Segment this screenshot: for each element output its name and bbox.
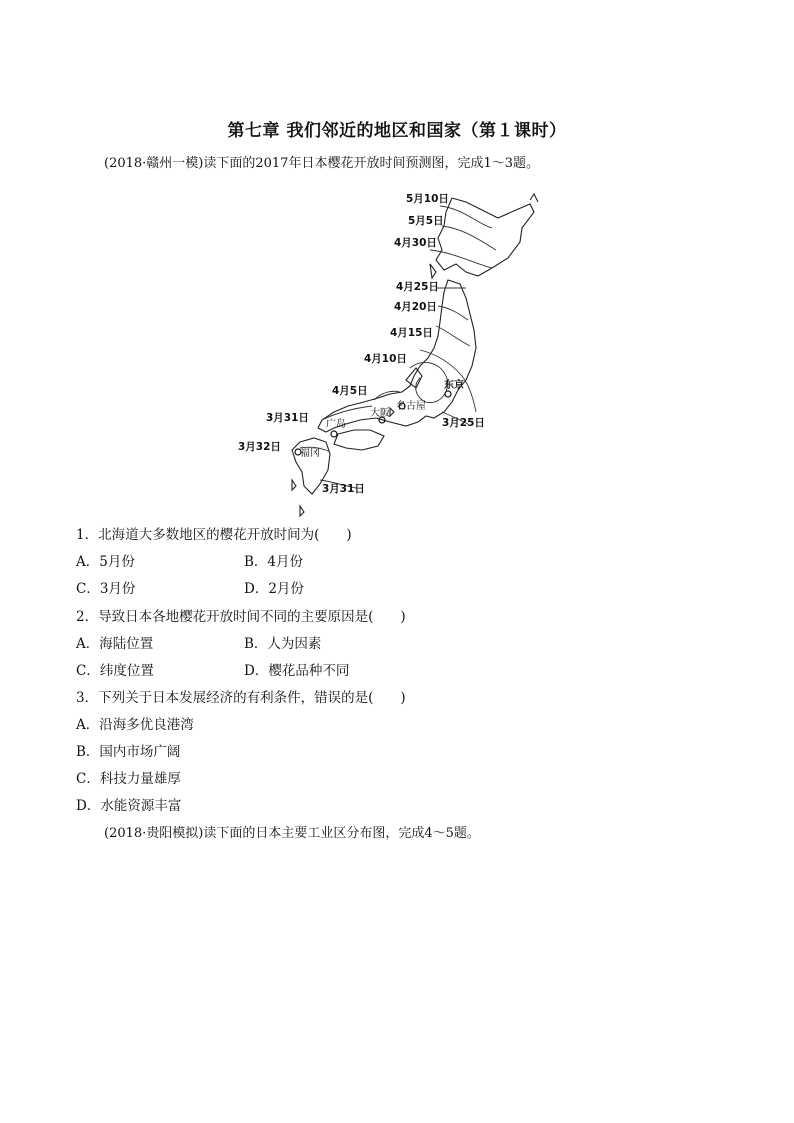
city-label-fukuoka: 福冈 — [300, 448, 320, 459]
isoline-label: 5月5日 — [408, 215, 444, 227]
isoline-label: 4月30日 — [394, 237, 437, 249]
city-label-osaka: 大阪 — [370, 408, 390, 419]
q1-option-a[interactable]: A．5月份 — [76, 554, 135, 570]
isoline-label: 4月15日 — [390, 327, 433, 339]
question-2: 2．导致日本各地樱花开放时间不同的主要原因是( ) — [76, 609, 406, 625]
q1-option-d[interactable]: D．2月份 — [244, 581, 304, 597]
isoline-label: 3月25日 — [442, 417, 485, 429]
q1-option-c[interactable]: C．3月份 — [76, 581, 136, 597]
page-title: 第七章 我们邻近的地区和国家（第１课时） — [227, 121, 567, 141]
city-label-tokyo: 东京 — [444, 380, 464, 391]
q2-option-d[interactable]: D．樱花品种不同 — [244, 663, 350, 679]
intro-text-1: (2018·赣州一模)读下面的2017年日本樱花开放时间预测图，完成1～3题。 — [104, 156, 539, 171]
isoline-label: 5月10日 — [406, 193, 449, 205]
isoline-label: 4月5日 — [332, 385, 368, 397]
isoline-label: 4月20日 — [394, 301, 437, 313]
map-svg — [230, 180, 590, 520]
question-1: 1．北海道大多数地区的樱花开放时间为( ) — [76, 527, 352, 543]
japan-cherry-blossom-map — [230, 180, 590, 520]
isoline-label: 3月31日 — [322, 483, 365, 495]
shikoku-coast — [334, 430, 384, 450]
isoline-label: 3月31日 — [266, 412, 309, 424]
q2-option-c[interactable]: C．纬度位置 — [76, 663, 154, 679]
city-label-nagoya: 名古屋 — [396, 401, 426, 412]
q3-option-d[interactable]: D．水能资源丰富 — [76, 798, 182, 814]
q3-option-b[interactable]: B．国内市场广阔 — [76, 744, 181, 760]
q1-option-b[interactable]: B．4月份 — [244, 554, 304, 570]
isoline-label: 3月32日 — [238, 441, 281, 453]
q3-option-a[interactable]: A．沿海多优良港湾 — [76, 717, 194, 733]
question-3: 3．下列关于日本发展经济的有利条件，错误的是( ) — [76, 690, 406, 706]
city-marker-icon — [445, 391, 451, 397]
q2-option-b[interactable]: B．人为因素 — [244, 636, 322, 652]
hokkaido-coast — [436, 198, 534, 276]
q2-option-a[interactable]: A．海陆位置 — [76, 636, 154, 652]
q3-option-c[interactable]: C．科技力量雄厚 — [76, 771, 181, 787]
isoline-label: 4月25日 — [396, 281, 439, 293]
city-label-hiroshima: 广岛 — [326, 419, 346, 430]
isoline-label: 4月10日 — [364, 353, 407, 365]
intro-text-2: (2018·贵阳模拟)读下面的日本主要工业区分布图，完成4～5题。 — [104, 826, 480, 841]
city-marker-icon — [331, 431, 337, 437]
